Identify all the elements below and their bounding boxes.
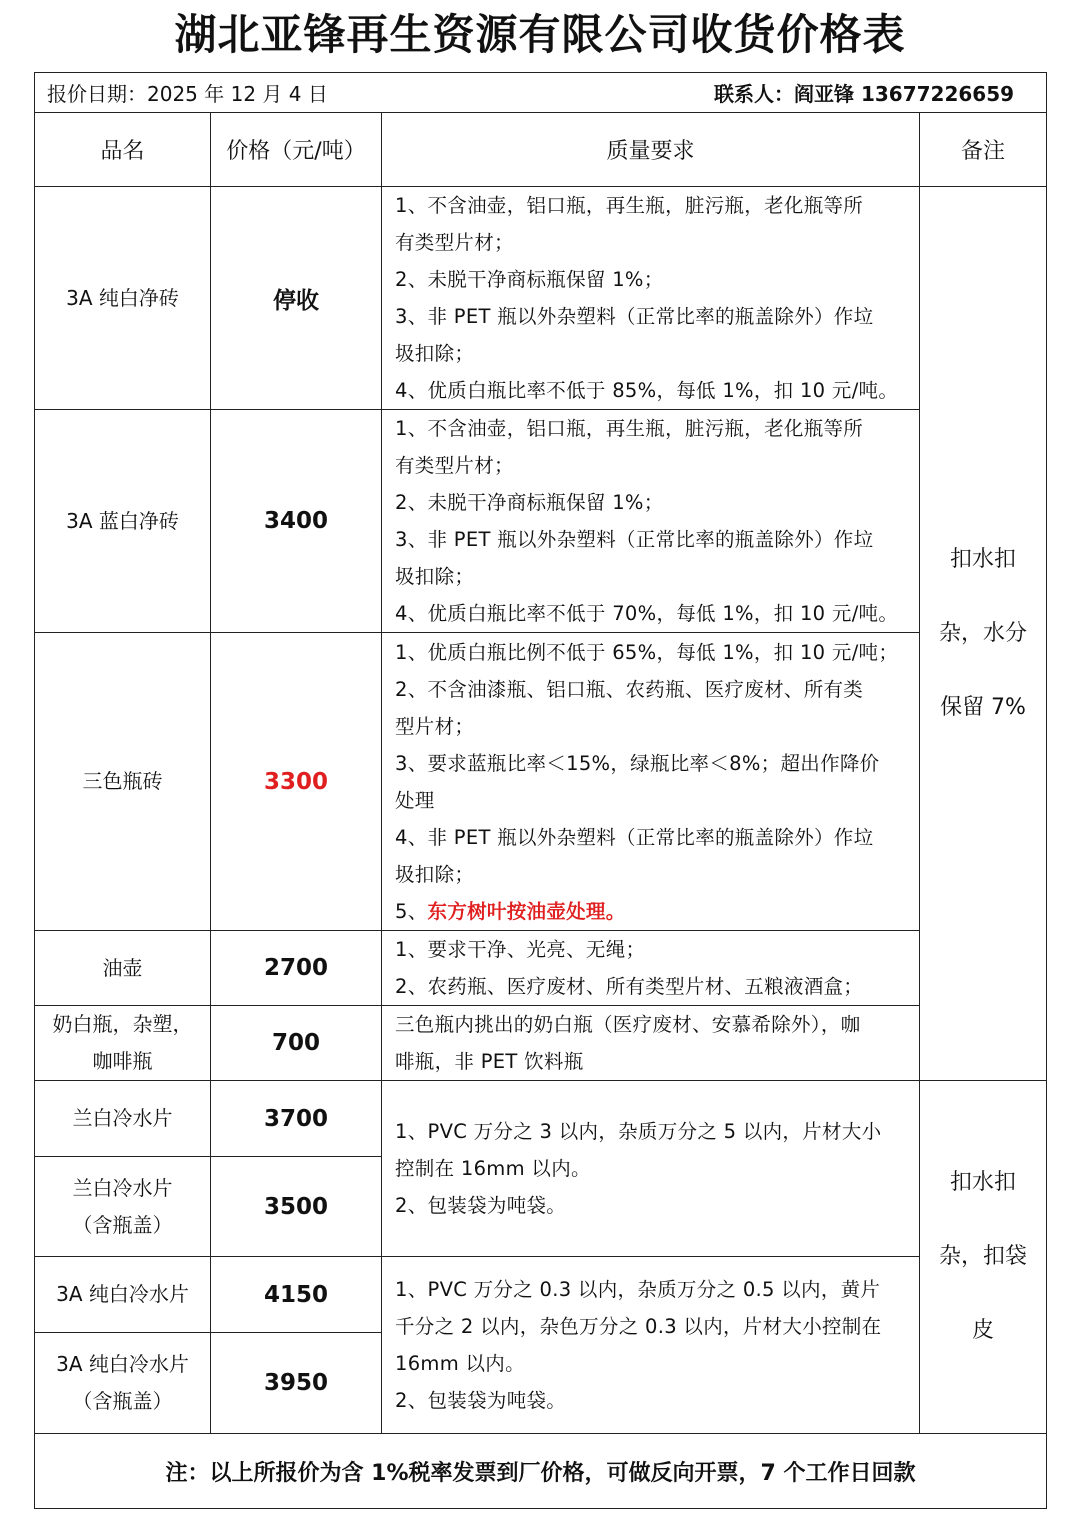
- product-price: 3950: [211, 1333, 382, 1434]
- product-name: 三色瓶砖: [35, 633, 211, 931]
- highlight-note: 东方树叶按油壶处理。: [427, 899, 626, 923]
- product-price: 3700: [211, 1081, 382, 1157]
- product-name: 3A 纯白冷水片: [35, 1257, 211, 1333]
- table-row: [35, 187, 1047, 410]
- product-name: 奶白瓶，杂塑， 咖啡瓶: [35, 1006, 211, 1081]
- header-quality: 质量要求: [382, 113, 920, 187]
- price-table: [34, 72, 1047, 1509]
- header-row: [35, 113, 1047, 187]
- quality-requirements: 1、PVC 万分之 0.3 以内，杂质万分之 0.5 以内，黄片 千分之 2 以内，杂色万分之 0.3 以内，片材大小控制在 16mm 以内。 2、包装袋为吨袋。: [382, 1257, 920, 1434]
- product-name: 兰白冷水片 （含瓶盖）: [35, 1157, 211, 1257]
- product-name: 3A 纯白净砖: [35, 187, 211, 410]
- product-name: 3A 纯白冷水片 （含瓶盖）: [35, 1333, 211, 1434]
- contact-info: 联系人：阎亚锋 13677226659: [713, 82, 1015, 106]
- table-row: [35, 410, 1047, 633]
- product-price: 停收: [211, 187, 382, 410]
- quality-requirements: 1、PVC 万分之 3 以内，杂质万分之 5 以内，片材大小 控制在 16mm 以内。 2、包装袋为吨袋。: [382, 1081, 920, 1257]
- note-deduction-bag: 扣水扣 杂，扣袋 皮: [920, 1081, 1047, 1434]
- info-row: [35, 73, 1047, 113]
- quality-requirements: 1、不含油壶，铝口瓶，再生瓶，脏污瓶，老化瓶等所 有类型片材； 2、未脱干净商标瓶保留 1%； 3、非 PET 瓶以外杂塑料（正常比率的瓶盖除外）作垃 圾扣除； 4、优质白瓶比率不低于 85%，每低 1%，扣 10 元/吨。: [382, 187, 920, 410]
- table-row: [35, 1257, 1047, 1333]
- table-row: [35, 1081, 1047, 1157]
- header-name: 品名: [35, 113, 211, 187]
- quote-date: 报价日期：2025 年 12 月 4 日: [47, 82, 328, 106]
- quality-requirements: 三色瓶内挑出的奶白瓶（医疗废材、安慕希除外），咖 啡瓶，非 PET 饮料瓶: [382, 1006, 920, 1081]
- product-name: 兰白冷水片: [35, 1081, 211, 1157]
- product-price: 3500: [211, 1157, 382, 1257]
- product-price: 3300: [211, 633, 382, 931]
- table-row: [35, 633, 1047, 931]
- header-note: 备注: [920, 113, 1047, 187]
- quality-requirements: 1、优质白瓶比例不低于 65%，每低 1%，扣 10 元/吨； 2、不含油漆瓶、铝口瓶、农药瓶、医疗废材、所有类 型片材； 3、要求蓝瓶比率＜15%，绿瓶比率＜8%；超出作降价 处理 4、非 PET 瓶以外杂塑料（正常比率的瓶盖除外）作垃 圾扣除； 5、东方树叶按油壶处理。: [382, 633, 920, 931]
- footer-note: 注：以上所报价为含 1%税率发票到厂价格，可做反向开票，7 个工作日回款: [35, 1434, 1047, 1509]
- product-name: 油壶: [35, 931, 211, 1006]
- product-name: 3A 蓝白净砖: [35, 410, 211, 633]
- product-price: 4150: [211, 1257, 382, 1333]
- product-price: 700: [211, 1006, 382, 1081]
- quality-requirements: 1、要求干净、光亮、无绳； 2、农药瓶、医疗废材、所有类型片材、五粮液酒盒；: [382, 931, 920, 1006]
- header-price: 价格（元/吨）: [211, 113, 382, 187]
- quality-requirements: 1、不含油壶，铝口瓶，再生瓶，脏污瓶，老化瓶等所 有类型片材； 2、未脱干净商标瓶保留 1%； 3、非 PET 瓶以外杂塑料（正常比率的瓶盖除外）作垃 圾扣除； 4、优质白瓶比率不低于 70%，每低 1%，扣 10 元/吨。: [382, 410, 920, 633]
- product-price: 2700: [211, 931, 382, 1006]
- product-price: 3400: [211, 410, 382, 633]
- table-row: [35, 1006, 1047, 1081]
- note-deduction-water: 扣水扣 杂，水分 保留 7%: [920, 187, 1047, 1081]
- table-row: [35, 931, 1047, 1006]
- footer-row: [35, 1434, 1047, 1509]
- page-title: 湖北亚锋再生资源有限公司收货价格表: [174, 10, 906, 59]
